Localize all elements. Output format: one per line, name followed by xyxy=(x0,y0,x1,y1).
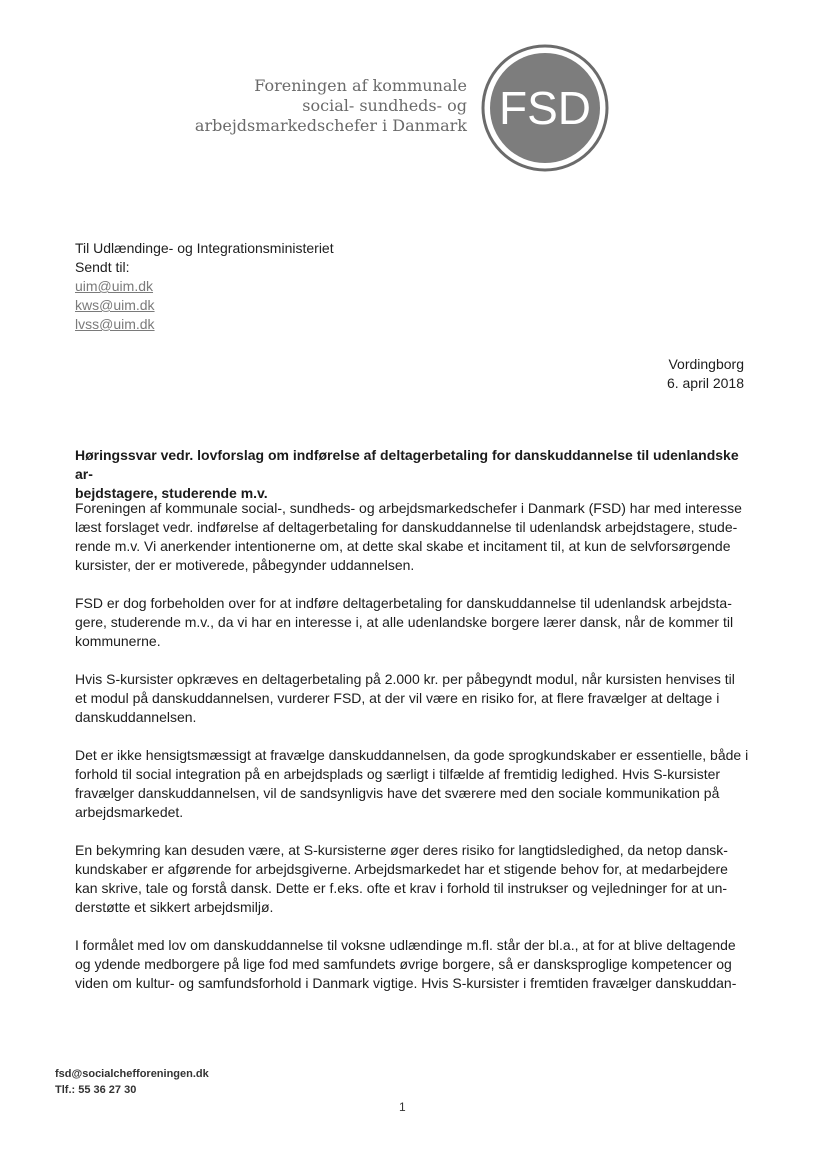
date: 6. april 2018 xyxy=(666,375,744,391)
email-link-lvss[interactable]: lvss@uim.dk xyxy=(75,316,155,332)
text-line: viden om kultur- og samfundsforhold i Danmark vigtige. Hvis S-kursister i fremtiden fravælger danskuddan- xyxy=(75,975,737,991)
page-number: 1 xyxy=(399,1100,406,1114)
paragraph xyxy=(75,841,747,917)
text-line: danskuddannelsen. xyxy=(75,709,197,725)
recipient-block xyxy=(75,239,334,334)
text-line: Hvis S-kursister opkræves en deltagerbetaling på 2.000 kr. per påbegyndt modul, når kursisten henvises til xyxy=(75,671,735,687)
paragraph xyxy=(75,499,747,575)
text-line: kommunerne. xyxy=(75,633,161,649)
paragraph xyxy=(75,670,747,727)
text-line: et modul på danskuddannelsen, vurderer FSD, at der vil være en risiko for, at flere fravælger at deltage i xyxy=(75,690,720,706)
text-line: kan skrive, tale og forstå dansk. Dette er f.eks. ofte et krav i forhold til instrukser og vejledninger for at un- xyxy=(75,880,728,896)
letter-body xyxy=(75,499,747,1012)
logo-text: FSD xyxy=(499,82,591,134)
organization-name xyxy=(195,76,467,136)
email-link-kws[interactable]: kws@uim.dk xyxy=(75,297,155,313)
text-line: fravælger danskuddannelsen, vil de sandsynligvis have det sværere med den sociale kommunikation på xyxy=(75,785,720,801)
subject-line: bejdstagere, studerende m.v. xyxy=(75,485,268,501)
paragraph xyxy=(75,594,747,651)
fsd-logo xyxy=(481,44,609,172)
footer-phone: Tlf.: 55 36 27 30 xyxy=(55,1084,137,1096)
text-line: arbejdsmarkedet. xyxy=(75,804,184,820)
email-link-uim[interactable]: uim@uim.dk xyxy=(75,278,154,294)
text-line: Foreningen af kommunale social-, sundheds- og arbejdsmarkedschefer i Danmark (FSD) har med interesse xyxy=(75,500,742,516)
text-line: I formålet med lov om danskuddannelse til voksne udlændinge m.fl. står der bl.a., at for at blive deltagende xyxy=(75,937,736,953)
paragraph xyxy=(75,746,747,822)
text-line: En bekymring kan desuden være, at S-kursisterne øger deres risiko for langtidsledighed, da netop dansk- xyxy=(75,842,728,858)
text-line: kundskaber er afgørende for arbejdsgiverne. Arbejdsmarkedet har et stigende behov for, at medarbejdere xyxy=(75,861,728,877)
text-line: rende m.v. Vi anerkender intentionerne om, at dette skal skabe et incitament til, at kun de selvforsørgende xyxy=(75,538,731,554)
footer-contact xyxy=(55,1066,209,1098)
text-line: Det er ikke hensigtsmæssigt at fravælge danskuddannelsen, da gode sprogkundskaber er essentielle, både i xyxy=(75,747,749,763)
org-name-line: social- sundheds- og xyxy=(302,96,467,115)
text-line: kursister, der er motiverede, påbegynder uddannelsen. xyxy=(75,557,415,573)
paragraph xyxy=(75,936,747,993)
text-line: derstøtte et sikkert arbejdsmiljø. xyxy=(75,899,274,915)
org-name-line: Foreningen af kommunale xyxy=(254,76,467,95)
text-line: og ydende medborgere på lige fod med samfundets øvrige borgere, så er dansksproglige kompetencer og xyxy=(75,956,732,972)
org-name-line: arbejdsmarkedschefer i Danmark xyxy=(194,116,467,135)
sent-to-label: Sendt til: xyxy=(75,259,130,275)
footer-email[interactable]: fsd@socialchefforeningen.dk xyxy=(55,1068,209,1080)
place-date-block xyxy=(667,355,744,393)
text-line: læst forslaget vedr. indførelse af deltagerbetaling for danskuddannelse til udenlandsk arbejdstagere, stude- xyxy=(75,519,738,535)
text-line: FSD er dog forbeholden over for at indføre deltagerbetaling for danskuddannelse til udenlandsk arbejdsta- xyxy=(75,595,732,611)
text-line: gere, studerende m.v., da vi har en interesse i, at alle udenlandske borgere lærer dansk, når de kommer til xyxy=(75,614,734,630)
place: Vordingborg xyxy=(668,356,744,372)
text-line: forhold til social integration på en arbejdsplads og særligt i tilfælde af fremtidig ledighed. Hvis S-kursister xyxy=(75,766,721,782)
recipient-line: Til Udlændinge- og Integrationsministeriet xyxy=(75,240,334,256)
subject-line: Høringssvar vedr. lovforslag om indførelse af deltagerbetaling for danskuddannelse til udenlandske ar- xyxy=(75,447,739,482)
subject-heading xyxy=(75,446,747,503)
